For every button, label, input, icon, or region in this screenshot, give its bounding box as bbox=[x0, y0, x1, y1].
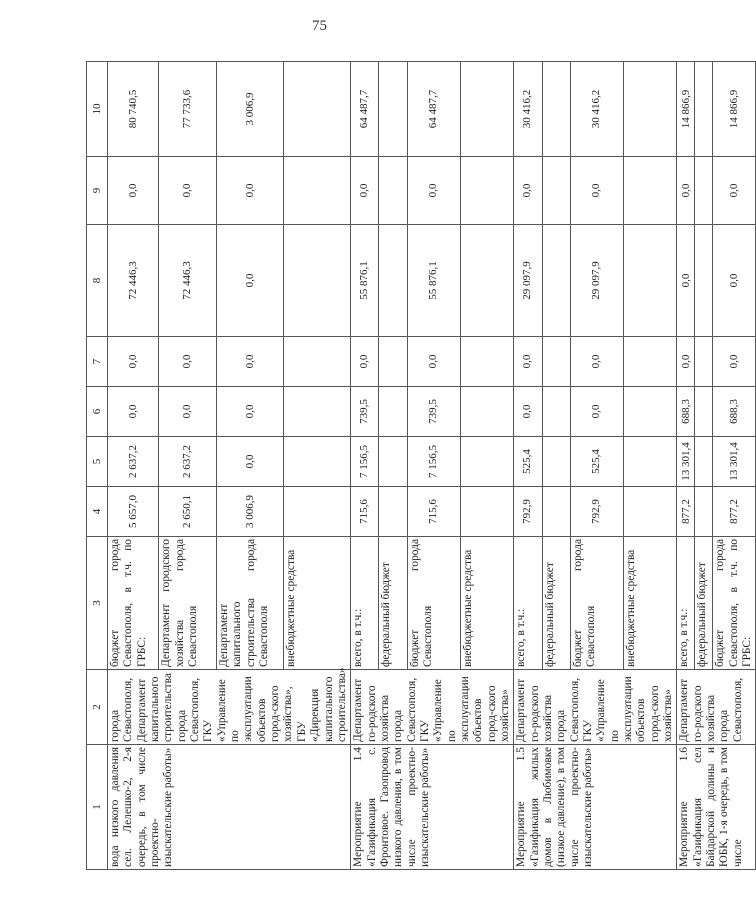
value-cell: 2 637,2 bbox=[159, 437, 216, 487]
value-cell: 7 156,5 bbox=[407, 437, 460, 487]
value-cell bbox=[460, 62, 513, 157]
executor-text: Департамент го-родского хозяйства города Севастополя, bbox=[678, 677, 744, 742]
value-cell: 13 301,4 bbox=[677, 437, 695, 487]
value-cell bbox=[542, 62, 570, 157]
value-cell bbox=[284, 157, 351, 225]
header-cell: 7 bbox=[87, 337, 108, 387]
source-cell: федеральный бюджет bbox=[695, 537, 713, 670]
value-cell bbox=[284, 387, 351, 437]
executor-cell bbox=[677, 670, 756, 745]
value-cell: 525,4 bbox=[570, 437, 623, 487]
value-cell bbox=[695, 62, 713, 157]
header-cell: 6 bbox=[87, 387, 108, 437]
value-cell: 2 650,1 bbox=[159, 487, 216, 537]
value-cell bbox=[695, 225, 713, 337]
value-cell: 55 876,1 bbox=[407, 225, 460, 337]
executor-text: Департамент го-родского хозяйства города Севастополя, ГКУ «Управление по эксплуатации объектов город-ского хозяйства» bbox=[515, 676, 675, 742]
value-cell: 14 866,9 bbox=[677, 62, 695, 157]
value-cell: 525,4 bbox=[514, 437, 542, 487]
value-cell: 64 487,7 bbox=[407, 62, 460, 157]
value-cell: 0,0 bbox=[159, 337, 216, 387]
measure-text: вода низкого давления сел. Лелешко-2, 2-я очередь, в том числе проектно-изыскательские работы» bbox=[109, 747, 175, 867]
value-cell: 2 637,2 bbox=[108, 437, 159, 487]
value-cell bbox=[379, 62, 407, 157]
source-cell: внебюджетные средства bbox=[624, 537, 677, 670]
header-cell: 3 bbox=[87, 537, 108, 670]
value-cell bbox=[624, 437, 677, 487]
table-row bbox=[108, 62, 159, 870]
value-cell: 0,0 bbox=[570, 157, 623, 225]
value-cell: 29 097,9 bbox=[514, 225, 542, 337]
source-cell: внебюджетные средства bbox=[460, 537, 513, 670]
source-cell: всего, в т.ч.: bbox=[351, 537, 379, 670]
value-cell: 0,0 bbox=[514, 337, 542, 387]
value-cell bbox=[542, 487, 570, 537]
source-cell: всего, в т.ч.: bbox=[514, 537, 542, 670]
value-cell: 0,0 bbox=[713, 225, 756, 337]
value-cell bbox=[284, 487, 351, 537]
value-cell bbox=[379, 157, 407, 225]
value-cell: 0,0 bbox=[108, 387, 159, 437]
header-cell: 5 bbox=[87, 437, 108, 487]
header-cell: 10 bbox=[87, 62, 108, 157]
value-cell bbox=[284, 437, 351, 487]
value-cell: 0,0 bbox=[159, 157, 216, 225]
value-cell: 739,5 bbox=[351, 387, 379, 437]
value-cell bbox=[460, 225, 513, 337]
value-cell: 5 657,0 bbox=[108, 487, 159, 537]
value-cell: 77 733,6 bbox=[159, 62, 216, 157]
measure-cell bbox=[677, 745, 756, 870]
value-cell: 0,0 bbox=[570, 337, 623, 387]
table-row bbox=[677, 62, 695, 870]
value-cell bbox=[379, 337, 407, 387]
value-cell: 688,3 bbox=[713, 387, 756, 437]
value-cell bbox=[542, 387, 570, 437]
source-cell: внебюджетные средства bbox=[284, 537, 351, 670]
value-cell: 29 097,9 bbox=[570, 225, 623, 337]
value-cell bbox=[542, 225, 570, 337]
value-cell: 0,0 bbox=[713, 337, 756, 387]
value-cell: 7 156,5 bbox=[351, 437, 379, 487]
value-cell: 792,9 bbox=[570, 487, 623, 537]
source-cell: бюджет города Севастополя, в т.ч. по ГРБС: bbox=[108, 537, 159, 670]
value-cell: 739,5 bbox=[407, 387, 460, 437]
measure-text: Мероприятие «Газификация сел Байдарской долины и ЮБК, 1-я очередь, в том числе bbox=[678, 747, 744, 867]
value-cell: 792,9 bbox=[514, 487, 542, 537]
source-cell: всего, в т.ч.: bbox=[677, 537, 695, 670]
value-cell bbox=[379, 487, 407, 537]
measure-cell bbox=[108, 745, 351, 870]
executor-cell bbox=[351, 670, 514, 745]
value-cell bbox=[379, 437, 407, 487]
value-cell: 0,0 bbox=[159, 387, 216, 437]
value-cell: 30 416,2 bbox=[570, 62, 623, 157]
measure-text: Мероприятие «Газификация с. Фронтовое. Газопровод низкого давления, в том числе проектно-изыскательские работы» bbox=[352, 747, 431, 867]
value-cell bbox=[379, 225, 407, 337]
value-cell: 0,0 bbox=[514, 387, 542, 437]
measure-number: 1.4 bbox=[352, 747, 365, 762]
budget-table bbox=[86, 61, 756, 870]
value-cell: 30 416,2 bbox=[514, 62, 542, 157]
measure-cell bbox=[514, 745, 677, 870]
value-cell: 0,0 bbox=[108, 337, 159, 387]
value-cell: 72 446,3 bbox=[159, 225, 216, 337]
value-cell: 64 487,7 bbox=[351, 62, 379, 157]
executor-text: города Севастополя, Департамент капитального строительства города Севастополя, ГКУ «Управление по эксплуатации объектов город-ского хозяйства», ГБУ «Дирекция капитального строительства» bbox=[109, 667, 348, 742]
source-cell: Департамент городского хозяйства города Севастополя bbox=[159, 537, 216, 670]
table-row bbox=[351, 62, 379, 870]
value-cell bbox=[695, 157, 713, 225]
executor-cell bbox=[514, 670, 677, 745]
value-cell: 3 006,9 bbox=[216, 487, 283, 537]
source-cell: федеральный бюджет bbox=[379, 537, 407, 670]
value-cell: 0,0 bbox=[570, 387, 623, 437]
table-row bbox=[514, 62, 542, 870]
value-cell: 13 301,4 bbox=[713, 437, 756, 487]
value-cell: 877,2 bbox=[677, 487, 695, 537]
measure-text: Мероприятие «Газификация жилых домов в Любимовке (низкое давление), в том числе проектно-изыскательские работы» bbox=[515, 747, 595, 867]
value-cell: 0,0 bbox=[216, 437, 283, 487]
table-header-row bbox=[87, 62, 108, 870]
value-cell: 80 740,5 bbox=[108, 62, 159, 157]
value-cell: 0,0 bbox=[713, 157, 756, 225]
measure-number: 1.6 bbox=[678, 747, 691, 762]
value-cell bbox=[624, 387, 677, 437]
value-cell bbox=[695, 437, 713, 487]
value-cell: 0,0 bbox=[677, 157, 695, 225]
measure-number: 1.5 bbox=[515, 747, 528, 762]
value-cell bbox=[460, 487, 513, 537]
value-cell bbox=[542, 157, 570, 225]
source-cell: бюджет города Севастополя bbox=[407, 537, 460, 670]
value-cell bbox=[460, 387, 513, 437]
value-cell bbox=[379, 387, 407, 437]
value-cell bbox=[695, 387, 713, 437]
header-cell: 9 bbox=[87, 157, 108, 225]
measure-cell bbox=[351, 745, 514, 870]
value-cell: 715,6 bbox=[407, 487, 460, 537]
value-cell: 0,0 bbox=[216, 387, 283, 437]
value-cell: 0,0 bbox=[216, 225, 283, 337]
value-cell: 0,0 bbox=[216, 337, 283, 387]
header-cell: 4 bbox=[87, 487, 108, 537]
value-cell bbox=[284, 62, 351, 157]
page-number: 75 bbox=[312, 18, 327, 34]
value-cell: 0,0 bbox=[108, 157, 159, 225]
value-cell bbox=[695, 337, 713, 387]
value-cell: 72 446,3 bbox=[108, 225, 159, 337]
value-cell bbox=[542, 437, 570, 487]
value-cell: 14 866,9 bbox=[713, 62, 756, 157]
value-cell bbox=[624, 225, 677, 337]
rotated-table-container bbox=[86, 62, 754, 870]
value-cell bbox=[284, 337, 351, 387]
value-cell: 877,2 bbox=[713, 487, 756, 537]
value-cell: 0,0 bbox=[677, 225, 695, 337]
value-cell: 0,0 bbox=[351, 337, 379, 387]
source-cell: федеральный бюджет bbox=[542, 537, 570, 670]
header-cell: 1 bbox=[87, 745, 108, 870]
value-cell bbox=[695, 487, 713, 537]
value-cell bbox=[624, 62, 677, 157]
value-cell bbox=[624, 487, 677, 537]
value-cell: 0,0 bbox=[407, 157, 460, 225]
value-cell bbox=[624, 157, 677, 225]
value-cell: 55 876,1 bbox=[351, 225, 379, 337]
value-cell: 3 006,9 bbox=[216, 62, 283, 157]
value-cell: 688,3 bbox=[677, 387, 695, 437]
source-cell: бюджет города Севастополя bbox=[570, 537, 623, 670]
source-cell: бюджет города Севастополя, в т.ч. по ГРБС: bbox=[713, 537, 756, 670]
value-cell bbox=[460, 337, 513, 387]
source-cell: Департамент капитального строительства города Севастополя bbox=[216, 537, 283, 670]
value-cell bbox=[624, 337, 677, 387]
value-cell bbox=[460, 437, 513, 487]
value-cell: 0,0 bbox=[351, 157, 379, 225]
value-cell bbox=[542, 337, 570, 387]
header-cell: 2 bbox=[87, 670, 108, 745]
value-cell bbox=[284, 225, 351, 337]
executor-cell bbox=[108, 667, 351, 745]
value-cell: 0,0 bbox=[677, 337, 695, 387]
executor-text: Департамент го-родского хозяйства города Севастополя, ГКУ «Управление по эксплуатации объектов город-ского хозяйства» bbox=[352, 676, 511, 742]
header-cell: 8 bbox=[87, 225, 108, 337]
value-cell: 0,0 bbox=[514, 157, 542, 225]
value-cell: 0,0 bbox=[216, 157, 283, 225]
value-cell bbox=[460, 157, 513, 225]
value-cell: 0,0 bbox=[407, 337, 460, 387]
value-cell: 715,6 bbox=[351, 487, 379, 537]
